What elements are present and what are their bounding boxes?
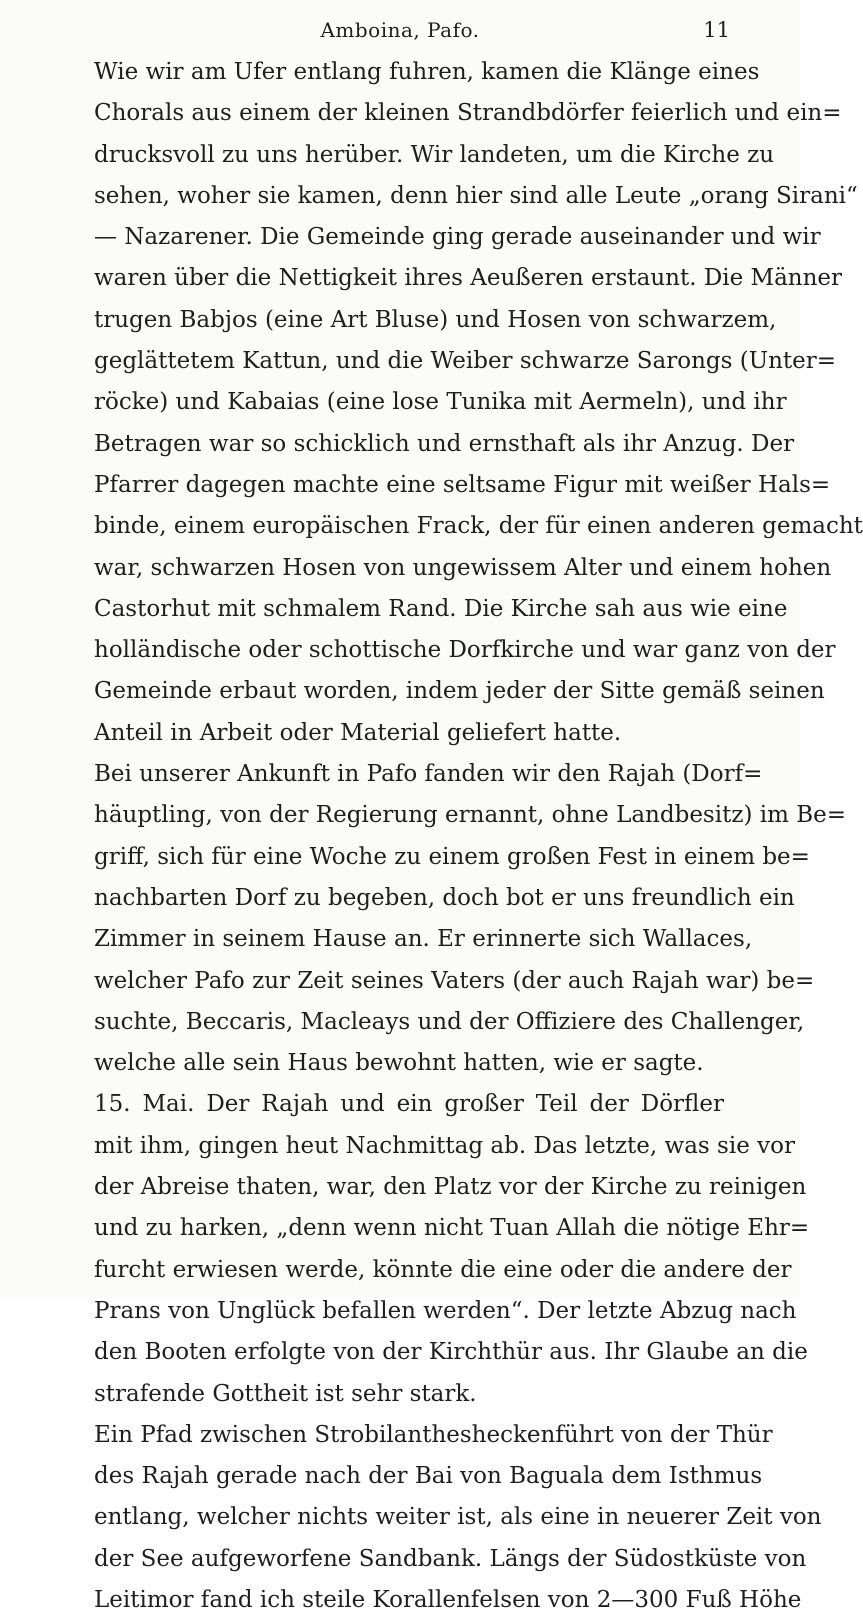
text-line: Chorals aus einem der kleinen Strandbdörfer feierlich und ein= xyxy=(94,100,842,127)
text-line: waren über die Nettigkeit ihres Aeußeren erstaunt. Die Männer xyxy=(94,265,843,292)
text-line: des Rajah gerade nach der Bai von Baguala dem Isthmus xyxy=(94,1463,763,1490)
text-line: entlang, welcher nichts weiter ist, als eine in neuerer Zeit von xyxy=(94,1504,822,1531)
text-line: Wie wir am Ufer entlang fuhren, kamen die Klänge eines xyxy=(94,59,760,85)
text-line: — Nazarener. Die Gemeinde ging gerade auseinander und wir xyxy=(94,224,821,251)
text-line: geglättetem Kattun, und die Weiber schwarze Sarongs (Unter= xyxy=(94,348,837,375)
text-line: furcht erwiesen werde, könnte die eine oder die andere der xyxy=(94,1256,792,1283)
text-line: und zu harken, „denn wenn nicht Tuan Allah die nötige Ehr= xyxy=(94,1215,810,1242)
text-line: mit ihm, gingen heut Nachmittag ab. Das letzte, was sie vor xyxy=(94,1132,795,1159)
page-number: 11 xyxy=(703,18,730,42)
text-line: häuptling, von der Regierung ernannt, ohne Landbesitz) im Be= xyxy=(94,802,846,829)
text-line: der See aufgeworfene Sandbank. Längs der Südostküste von xyxy=(94,1545,807,1572)
text-line: Ein Pfad zwischen Strobilanthesheckenführt von der Thür xyxy=(94,1421,773,1448)
running-head xyxy=(70,14,730,46)
text-line: Zimmer in seinem Hause an. Er erinnerte sich Wallaces, xyxy=(94,926,753,953)
text-line: Leitimor fand ich steile Korallenfelsen von 2—300 Fuß Höhe xyxy=(94,1586,802,1613)
text-line: Pfarrer dagegen machte eine seltsame Figur mit weißer Hals= xyxy=(94,471,831,498)
text-line: der Abreise thaten, war, den Platz vor der Kirche zu reinigen xyxy=(94,1174,807,1201)
text-line: Bei unserer Ankunft in Pafo fanden wir den Rajah (Dorf= xyxy=(94,761,763,788)
text-line: welcher Pafo zur Zeit seines Vaters (der auch Rajah war) be= xyxy=(94,967,815,994)
text-line: Gemeinde erbaut worden, indem jeder der Sitte gemäß seinen xyxy=(94,678,825,705)
text-line: Betragen war so schicklich und ernsthaft als ihr Anzug. Der xyxy=(94,430,795,457)
text-line: Castorhut mit schmalem Rand. Die Kirche sah aus wie eine xyxy=(94,595,788,622)
text-line: nachbarten Dorf zu begeben, doch bot er uns freundlich ein xyxy=(94,884,795,911)
text-line: drucksvoll zu uns herüber. Wir landeten, um die Kirche zu xyxy=(94,141,775,168)
text-line: war, schwarzen Hosen von ungewissem Alter und einem hohen xyxy=(94,554,832,581)
text-line: röcke) und Kabaias (eine lose Tunika mit Aermeln), und ihr xyxy=(94,389,787,416)
text-line: holländische oder schottische Dorfkirche und war ganz von der xyxy=(94,637,836,664)
text-line: sehen, woher sie kamen, denn hier sind alle Leute „orang Sirani“ xyxy=(94,182,858,209)
body-text xyxy=(94,52,863,1613)
text-line: Prans von Unglück befallen werden“. Der letzte Abzug nach xyxy=(94,1297,797,1324)
text-line: den Booten erfolgte von der Kirchthür aus. Ihr Glaube an die xyxy=(94,1339,808,1366)
paragraph-end-line: Anteil in Arbeit oder Material geliefert hatte. xyxy=(94,719,622,746)
text-line: binde, einem europäischen Frack, der für einen anderen gemacht xyxy=(94,513,863,540)
paragraph-end-line: strafende Gottheit ist sehr stark. xyxy=(94,1380,477,1407)
running-title: Amboina, Pafo. xyxy=(320,18,480,42)
text-line: suchte, Beccaris, Macleays und der Offiziere des Challenger, xyxy=(94,1008,805,1035)
text-line: trugen Babjos (eine Art Bluse) und Hosen von schwarzem, xyxy=(94,306,777,333)
text-line: griff, sich für eine Woche zu einem großen Fest in einem be= xyxy=(94,843,810,870)
text-line: 15. Mai. Der Rajah und ein großer Teil der Dörfler xyxy=(94,1091,724,1118)
paragraph-end-line: welche alle sein Haus bewohnt hatten, wie er sagte. xyxy=(94,1050,704,1077)
